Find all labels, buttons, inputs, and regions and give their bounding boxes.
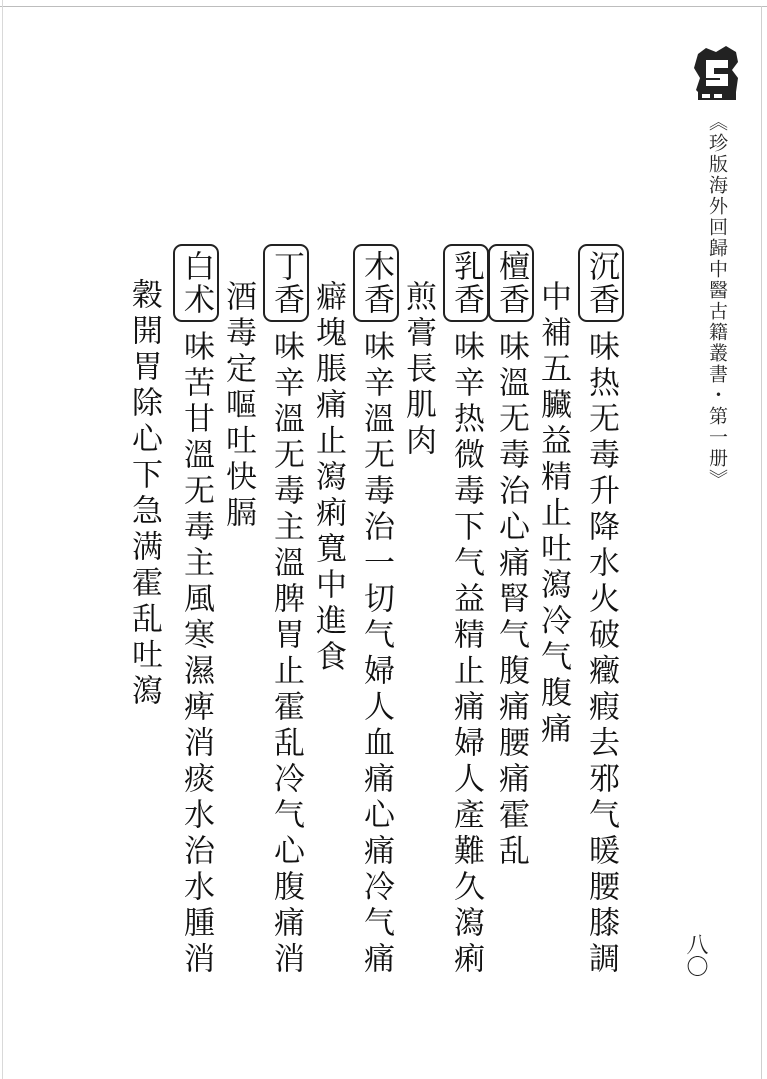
herb-name-box: 白术 <box>173 244 219 322</box>
herb-name-box: 丁香 <box>263 244 309 322</box>
entry-text: 癖塊脹痛止瀉痢寬中進食 <box>310 280 346 676</box>
herb-name-box: 木香 <box>353 244 399 322</box>
entry-muxiang-line1 <box>353 244 399 978</box>
page-number: 八〇 <box>683 933 708 977</box>
herb-name-box: 乳香 <box>443 244 489 322</box>
entry-text: 味苦甘溫无毒主風寒濕痺消痰水治水腫消 <box>178 330 214 978</box>
entry-dingxiang-line1 <box>263 244 309 978</box>
entry-text: 味辛热微毒下气益精止痛婦人產難久瀉痢 <box>448 330 484 978</box>
series-title: 《珍版海外回歸中醫古籍叢書・第一册》 <box>706 112 728 490</box>
entry-tanxiang <box>488 244 534 870</box>
page-edge-left <box>2 0 3 1079</box>
entry-text: 味辛溫无毒治一切气婦人血痛心痛冷气痛 <box>358 330 394 978</box>
herb-name-box: 檀香 <box>488 244 534 322</box>
page-edge-top <box>0 6 767 7</box>
entry-ruxiang-line2 <box>398 244 438 460</box>
herb-name-box: 沉香 <box>578 244 624 322</box>
entry-text: 味热无毒升降水火破癥瘕去邪气暖腰膝調 <box>583 330 619 978</box>
entry-dingxiang-line2 <box>218 244 258 532</box>
entry-chenxiang-line2 <box>533 244 573 748</box>
entry-muxiang-line2 <box>308 244 348 676</box>
entry-baizhu-line2 <box>124 278 164 710</box>
page-edge-right <box>761 6 762 1079</box>
entry-chenxiang-line1 <box>578 244 624 978</box>
entry-text: 味溫无毒治心痛腎气腹痛腰痛霍乱 <box>493 330 529 870</box>
entry-text: 煎膏長肌肉 <box>400 280 436 460</box>
entry-ruxiang-line1 <box>443 244 489 978</box>
entry-baizhu-line1 <box>173 244 219 978</box>
entry-text: 穀開胃除心下急满霍乱吐瀉 <box>126 278 162 710</box>
entry-text: 酒毒定嘔吐快膈 <box>220 280 256 532</box>
publisher-seal-logo <box>692 44 742 102</box>
entry-text: 中補五臟益精止吐瀉冷气腹痛 <box>535 280 571 748</box>
entry-text: 味辛溫无毒主溫脾胃止霍乱冷气心腹痛消 <box>268 330 304 978</box>
